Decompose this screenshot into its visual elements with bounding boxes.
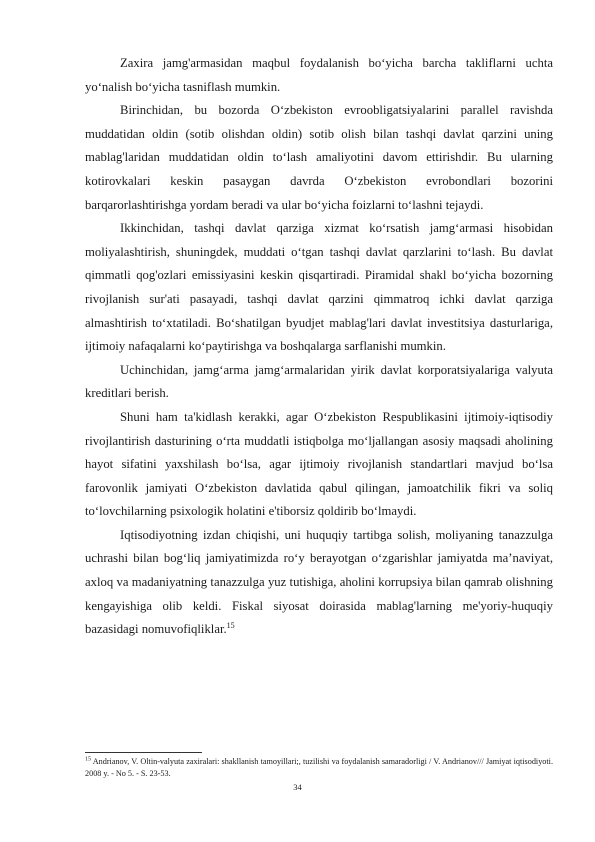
paragraph-6-text: Iqtisodiyotning izdan chiqishi, uni huquqiy tartibga solish, moliyaning tanazzulga uchrashi bilan bog‘liq jamiyatimizda ro‘y berayotgan o‘zgarishlar jamiyatda ma’naviyat, axloq va madaniyatning tanazzulga yuz tutishiga, aholini korrupsiya bilan qamrab olishning kengayishiga olib keldi. Fiskal siyosat doirasida mablag'larning me'yoriy-huquqiy bazasidagi nomuvofiqliklar. [85,527,553,637]
page-number: 34 [293,782,302,792]
paragraph-5: Shuni ham ta'kidlash kerakki, agar O‘zbekiston Respublikasini ijtimoiy-iqtisodiy rivojlantirish dasturining o‘rta muddatli istiqbolga mo‘ljallangan asosiy maqsadi aholining hayot sifatini yaxshilash bo‘lsa, agar ijtimoiy rivojlanish standartlari mavjud bo‘lsa farovonlik jamiyati O‘zbekiston davlatida qabul qilingan, jamoatchilik fikri va soliq to‘lovchilarning psixologik holatini e'tiborsiz qoldirib bo‘lmaydi. [85,409,553,519]
footnote-text: Andrianov, V. Oltin-valyuta zaxiralari: shakllanish tamoyillari;, tuzilishi va foydalanish samaradorligi / V. Andrianov/// Jamiyat iqtisodiyoti. 2008 y. - No 5. - S. 23-53. [85,757,553,778]
footnote-number: 15 [85,756,91,763]
body-text [85,52,553,642]
footnote-divider [85,752,202,753]
paragraph-4: Uchinchidan, jamg‘arma jamg‘armalaridan yirik davlat korporatsiyalariga valyuta kreditlari berish. [85,362,553,401]
paragraph-2: Birinchidan, bu bozorda O‘zbekiston evroobligatsiyalarini parallel ravishda muddatidan oldin (sotib olishdan oldin) sotib olish bilan tashqi davlat qarzini uning mablag'laridan muddatidan oldin to‘lash amaliyotini davom ettirishdir. Bu ularning kotirovkalari keskin pasaygan davrda O‘zbekiston evrobondlari bozorini barqarorlashtirishga yordam beradi va ular bo‘yicha foizlarni to‘lashni tejaydi. [85,103,553,212]
paragraph-6 [85,524,553,642]
paragraph-1: Zaxira jamg'armasidan maqbul foydalanish bo‘yicha barcha takliflarni uchta yo‘nalish bo‘yicha tasniflash mumkin. [85,56,553,94]
paragraph-3: Ikkinchidan, tashqi davlat qarziga xizmat ko‘rsatish jamg‘armasi hisobidan moliyalashtirish, shuningdek, muddati o‘tgan tashqi davlat qarzlarini to‘lash. Bu davlat qimmatli qog'ozlari emissiyasini keskin qisqartiradi. Piramidal shakl bo‘yicha bozorning rivojlanish sur'ati pasayadi, tashqi davlat qarzini qimmatroq ichki davlat qarziga almashtirish to‘xtatiladi. Bo‘shatilgan byudjet mablag'lari davlat investitsiya dasturlariga, ijtimoiy nafaqalarni ko‘paytirishga va boshqalarga sarflanishi mumkin. [85,221,553,354]
footnote [85,756,553,779]
footnote-reference[interactable]: 15 [226,621,235,631]
